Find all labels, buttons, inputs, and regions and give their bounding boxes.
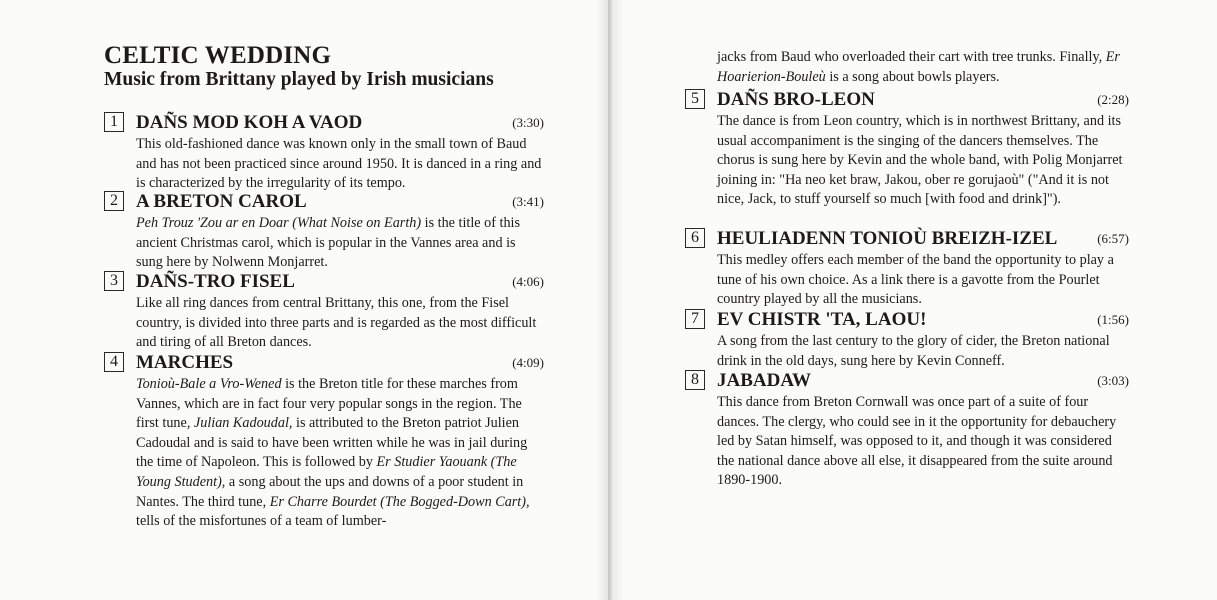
track-description: Like all ring dances from central Brittany, this one, from the Fisel country, is divided into three parts and is regarded as the most difficult and tiring of all Breton dances. (136, 295, 537, 351)
track-description: The dance is from Leon country, which is in northwest Brittany, and its usual accompaniment is the singing of the dancers themselves. The chorus is sung here by Kevin and the whole band, with Polig Monjarret joining in: "Ha neo ket braw, Jakou, ober re gorujaoù" ("And it is not nice, Jack, to stuff yourself so much [with food and drink]"). (717, 113, 1123, 208)
track-header (104, 190, 544, 216)
track-title: MARCHES (136, 352, 234, 373)
track-number-box: 5 (685, 89, 705, 109)
track-description: This medley offers each member of the band the opportunity to play a tune of his own choice. As a link there is a gavotte from the Pourlet country played by all the musicians. (717, 252, 1114, 308)
track-header (685, 88, 1129, 114)
track-description: This old-fashioned dance was known only in the small town of Baud and has not been practiced since around 1950. It is danced in a ring and is characterized by the irregularity of its tempo. (136, 136, 542, 192)
track-number-box: 7 (685, 309, 705, 329)
track-title: JABADAW (717, 370, 811, 391)
track-description: Tonioù-Bale a Vro-Wened is the Breton title for these marches from Vannes, which are in fact four very popular songs in the region. The first tune, Julian Kadoudal, is attributed to the Breton patriot Julien Cadoudal and is said to have been written while he was in jail during the time of Napoleon. This is followed by Er Studier Yaouank (The Young Student), a song about the ups and downs of a poor student in Nantes. The third tune, Er Charre Bourdet (The Bogged-Down Cart), tells of the misfortunes of a team of lumber- (136, 376, 530, 530)
track-5 (685, 88, 1129, 210)
track-title: EV CHISTR 'TA, LAOU! (717, 309, 927, 330)
track-header (685, 369, 1129, 395)
track-duration: (6:57) (1097, 231, 1129, 246)
track-number-box: 2 (104, 191, 124, 211)
track-duration: (3:41) (512, 194, 544, 209)
track-header (685, 308, 1129, 334)
track-title: A BRETON CAROL (136, 191, 307, 212)
track-3 (104, 270, 544, 353)
track-header (104, 270, 544, 296)
track-title: DAÑS BRO-LEON (717, 89, 875, 110)
track-title: HEULIADENN TONIOÙ BREIZH-IZEL (717, 228, 1058, 249)
track-header (685, 227, 1129, 253)
page-fold (596, 0, 624, 600)
track-header (104, 111, 544, 137)
track-number-box: 8 (685, 370, 705, 390)
track-number-box: 3 (104, 271, 124, 291)
track-duration: (3:03) (1097, 373, 1129, 388)
track-4-continued: jacks from Baud who overloaded their cart with tree trunks. Finally, Er Hoarierion-Bouleù is a song about bowls players. (717, 49, 1120, 85)
track-6 (685, 227, 1129, 310)
track-duration: (1:56) (1097, 312, 1129, 327)
track-number-box: 1 (104, 112, 124, 132)
track-description: This dance from Breton Cornwall was once part of a suite of four dances. The clergy, who could see in it the opportunity for debauchery led by Satan himself, was opposed to it, and though it was considered the national dance above all else, it disappeared from the suite around 1890-1900. (717, 394, 1117, 489)
track-number-box: 4 (104, 352, 124, 372)
track-8 (685, 369, 1129, 491)
track-description: Peh Trouz 'Zou ar en Doar (What Noise on Earth) is the title of this ancient Christmas carol, which is popular in the Vannes area and is sung here by Nolwenn Monjarret. (136, 215, 521, 271)
track-duration: (4:06) (512, 274, 544, 289)
track-1 (104, 111, 544, 194)
track-number-box: 6 (685, 228, 705, 248)
track-duration: (3:30) (512, 115, 544, 130)
album-title: CELTIC WEDDING (104, 42, 332, 69)
track-duration: (2:28) (1097, 92, 1129, 107)
album-subtitle: Music from Brittany played by Irish musicians (104, 69, 494, 90)
track-title: DAÑS-TRO FISEL (136, 271, 295, 292)
track-title: DAÑS MOD KOH A VAOD (136, 112, 363, 133)
track-description: A song from the last century to the glory of cider, the Breton national drink in the old days, sung here by Kevin Conneff. (717, 333, 1110, 369)
track-header (104, 351, 544, 377)
track-7 (685, 308, 1129, 371)
track-duration: (4:09) (512, 355, 544, 370)
track-4 (104, 351, 544, 532)
track-2 (104, 190, 544, 273)
